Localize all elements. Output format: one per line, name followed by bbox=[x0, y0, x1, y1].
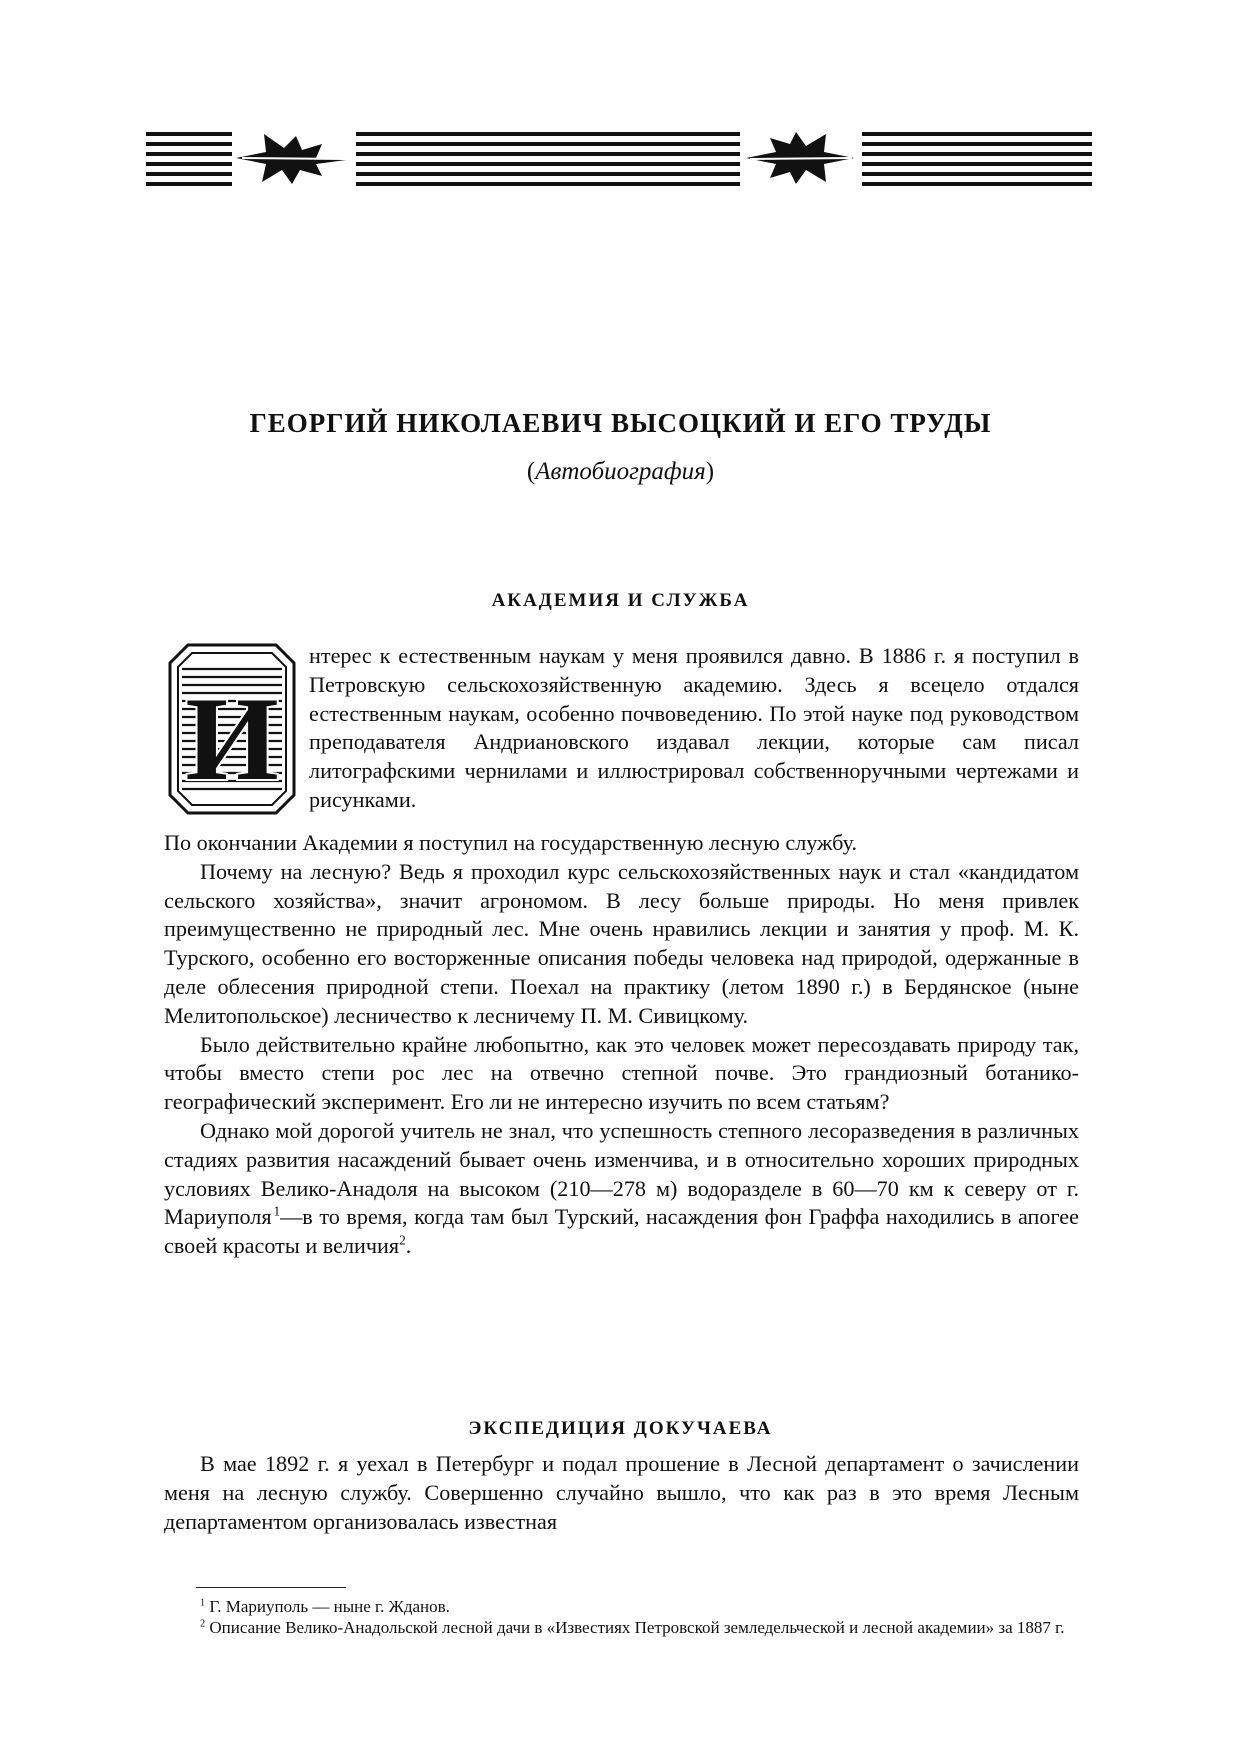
article-title: ГЕОРГИЙ НИКОЛАЕВИЧ ВЫСОЦКИЙ И ЕГО ТРУДЫ bbox=[249, 408, 992, 438]
paragraph-teacher-part-a: Однако мой дорогой учитель не знал, что успешность степного лесоразведения в различных стадиях развития насаждений бывает очень изменчива, и в относительно хороших природных условиях Велико-Анадоля на высоком (210—278 м) водоразделе в 60—70 км к северу от г. Мариуполя bbox=[164, 1117, 1079, 1230]
footnote-1 bbox=[164, 1596, 1079, 1617]
subtitle-text: Автобиография bbox=[535, 458, 706, 485]
paragraph-teacher-end: . bbox=[405, 1233, 412, 1259]
intro-paragraph: нтерес к естественным наукам у меня проявился давно. В 1886 г. я поступил в Петровскую сельскохозяйственную академию. Здесь я всецело отдался естественным наукам, особенно почвоведению. По этой науке под руководством преподавателя Андриановского издавал лекции, которые сам писал литографскими чернилами и иллюстрировал собственноручными чертежами и рисунками. bbox=[309, 643, 1079, 812]
paragraph-graduation: По окончании Академии я поступил на государственную лесную службу. bbox=[164, 830, 857, 855]
section2-body bbox=[164, 1450, 1079, 1536]
footnote-ref-2[interactable]: 2 bbox=[399, 1232, 406, 1248]
leaf-ornament-icon-right bbox=[746, 132, 854, 184]
paragraph-may-1892: В мае 1892 г. я уехал в Петербург и подал прошение в Лесной департамент о зачислении меня на лесную службу. Совершенно случайно вышло, что как раз в это время Лесным департаментом организовалась известная bbox=[164, 1451, 1079, 1534]
section-heading-academy: АКАДЕМИЯ И СЛУЖБА bbox=[491, 590, 750, 611]
footnote-divider bbox=[196, 1587, 346, 1588]
section1-body bbox=[164, 829, 1079, 1261]
footnotes-block bbox=[164, 1596, 1079, 1638]
leaf-ornament-icon-left bbox=[236, 134, 346, 184]
intro-paragraph-block bbox=[309, 642, 1079, 815]
dropcap-letter-frame bbox=[168, 643, 296, 815]
footnote-text-1: Г. Мариуполь — ныне г. Жданов. bbox=[209, 1597, 450, 1616]
ornament-lines-right bbox=[862, 132, 1092, 186]
paragraph-teacher bbox=[164, 1117, 1079, 1261]
dropcap-letter: И bbox=[185, 672, 279, 805]
footnote-mark-2: 2 bbox=[200, 1618, 206, 1630]
footnote-2 bbox=[164, 1617, 1079, 1638]
footnote-mark-1: 1 bbox=[200, 1597, 206, 1609]
footnote-ref-1[interactable]: 1 bbox=[273, 1203, 281, 1219]
footnote-text-2: Описание Велико-Анадольской лесной дачи в «Известиях Петровской земледельческой и лесной академии» за 1887 г. bbox=[209, 1618, 1065, 1637]
paragraph-why-forestry: Почему на лесную? Ведь я проходил курс сельскохозяйственных наук и стал «кандидатом сельского хозяйства», значит агрономом. В лесу больше природы. Но меня привлек преимущественно не природный лес. Мне очень нравились лекции и занятия у проф. М. К. Турского, особенно его восторженные описания победы человека над природой, одержанные в деле облесения природной степи. Поехал на практику (летом 1890 г.) в Бердянское (ныне Мелитопольское) лесничество к лесничему П. М. Сивицкому. bbox=[164, 858, 1079, 1028]
ornament-lines-center bbox=[356, 132, 740, 186]
article-subtitle: (Автобиография) bbox=[526, 458, 715, 485]
paragraph-teacher-part-b: —в то время, когда там был Турский, насаждения фон Граффа находились в апогее своей красоты и величия bbox=[164, 1204, 1079, 1259]
ornamental-header-band bbox=[146, 128, 1092, 190]
ornament-lines-left bbox=[146, 132, 232, 186]
section-heading-expedition: ЭКСПЕДИЦИЯ ДОКУЧАЕВА bbox=[468, 1418, 773, 1439]
paragraph-experiment: Было действительно крайне любопытно, как это человек может пересоздавать природу так, чтобы вместо степи рос лес на отвечно степной почве. Это грандиозный ботанико-географический эксперимент. Его ли не интересно изучить по всем статьям? bbox=[164, 1031, 1079, 1115]
